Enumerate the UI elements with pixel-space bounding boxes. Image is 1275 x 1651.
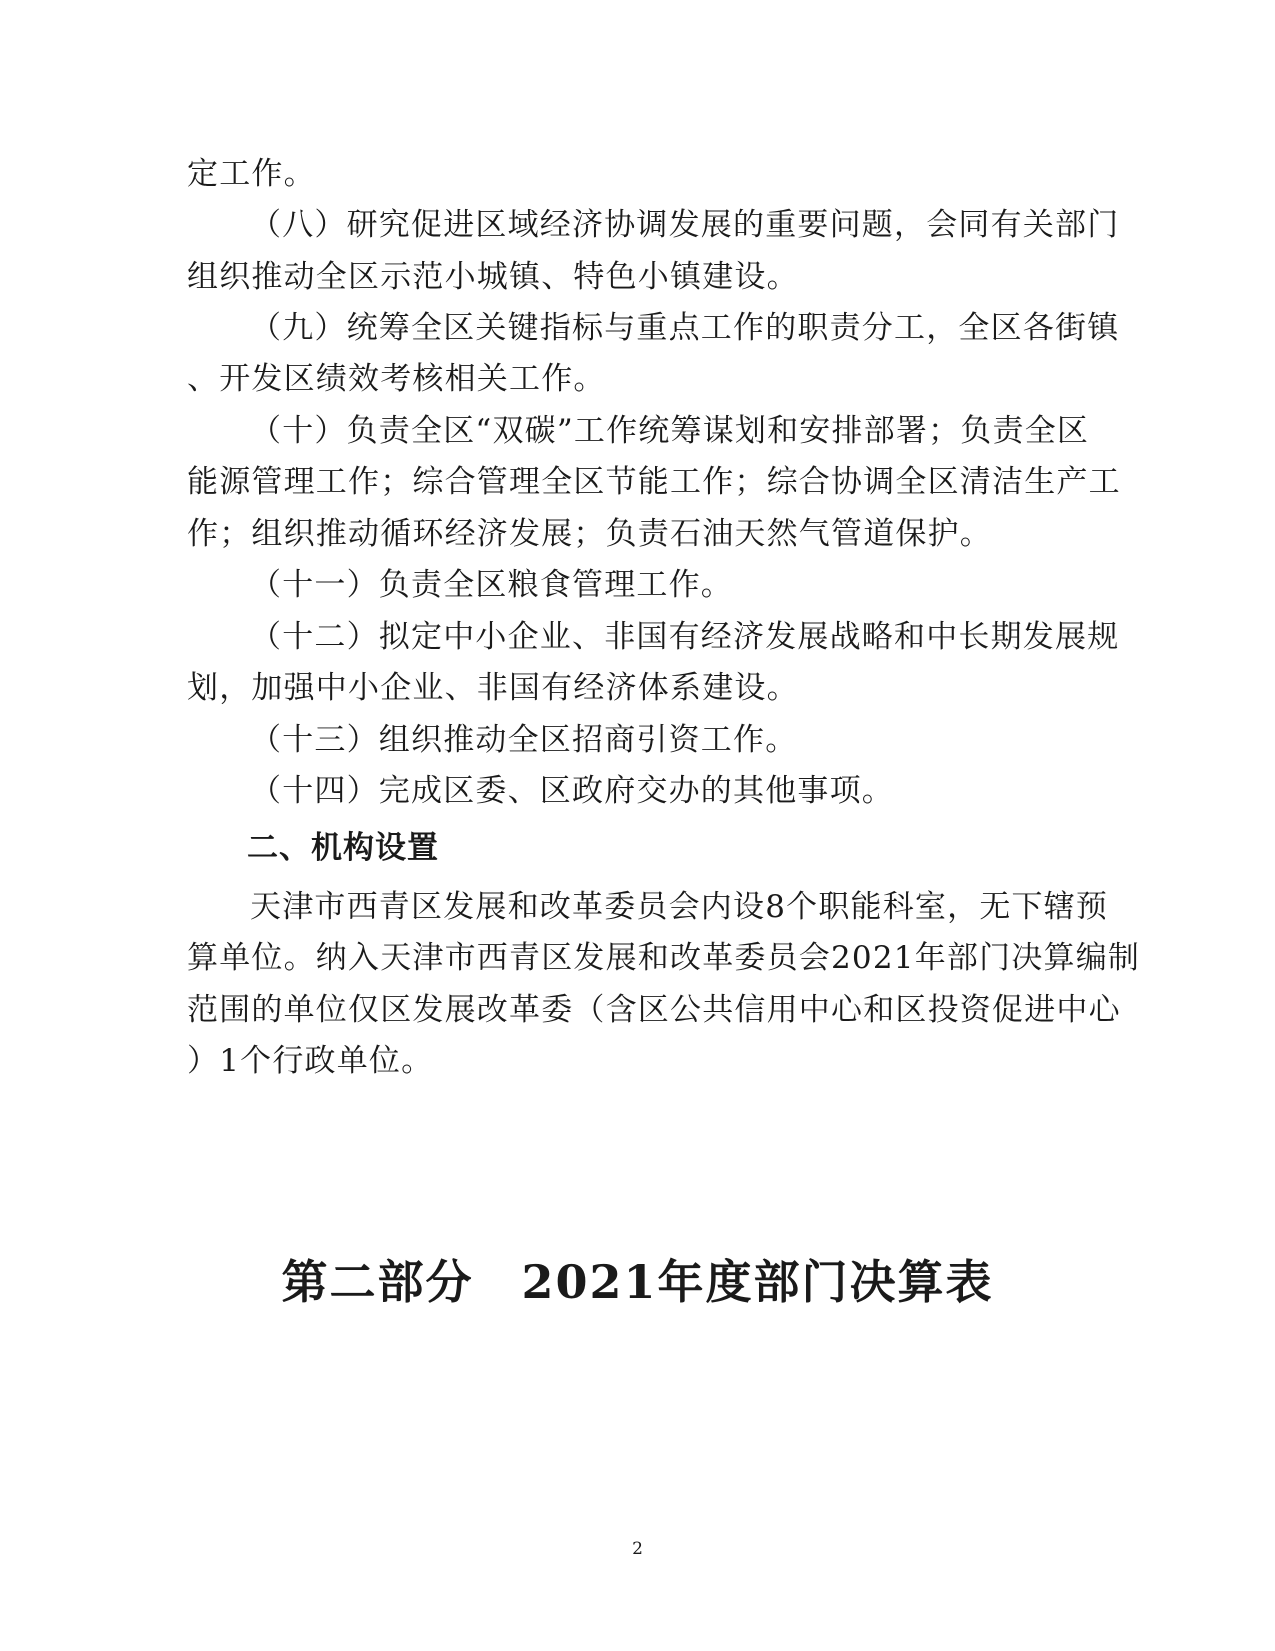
part-title: 第二部分 2021年度部门决算表 [281,1255,994,1309]
paragraph-10-line-2: 能源管理工作；综合管理全区节能工作；综合协调全区清洁生产工 [187,464,1121,500]
paragraph-10-line-3: 作；组织推动循环经济发展；负责石油天然气管道保护。 [187,516,992,552]
paragraph-9-line-1: （九）统筹全区关键指标与重点工作的职责分工，全区各街镇 [250,310,1120,346]
paragraph-12-line-2: 划，加强中小企业、非国有经济体系建设。 [187,670,799,706]
section-paragraph-line-3: 范围的单位仅区发展改革委（含区公共信用中心和区投资促进中心 [187,992,1121,1028]
paragraph-10-line-1: （十）负责全区“双碳”工作统筹谋划和安排部署；负责全区 [250,413,1090,449]
section-paragraph-line-1: 天津市西青区发展和改革委员会内设8个职能科室，无下辖预 [250,889,1109,925]
paragraph-11: （十一）负责全区粮食管理工作。 [250,567,733,603]
paragraph-7-continuation: 定工作。 [187,156,316,192]
paragraph-8-line-1: （八）研究促进区域经济协调发展的重要问题，会同有关部门 [250,207,1120,243]
paragraph-14: （十四）完成区委、区政府交办的其他事项。 [250,773,894,809]
section-paragraph-line-4: ）1个行政单位。 [187,1043,434,1079]
paragraph-8-line-2: 组织推动全区示范小城镇、特色小镇建设。 [187,259,799,295]
page-number: 2 [632,1539,643,1559]
paragraph-13: （十三）组织推动全区招商引资工作。 [250,722,798,758]
paragraph-9-line-2: 、开发区绩效考核相关工作。 [187,361,606,397]
section-paragraph-line-2: 算单位。纳入天津市西青区发展和改革委员会2021年部门决算编制 [187,940,1141,976]
section-heading: 二、机构设置 [247,830,439,866]
paragraph-12-line-1: （十二）拟定中小企业、非国有经济发展战略和中长期发展规 [250,619,1120,655]
